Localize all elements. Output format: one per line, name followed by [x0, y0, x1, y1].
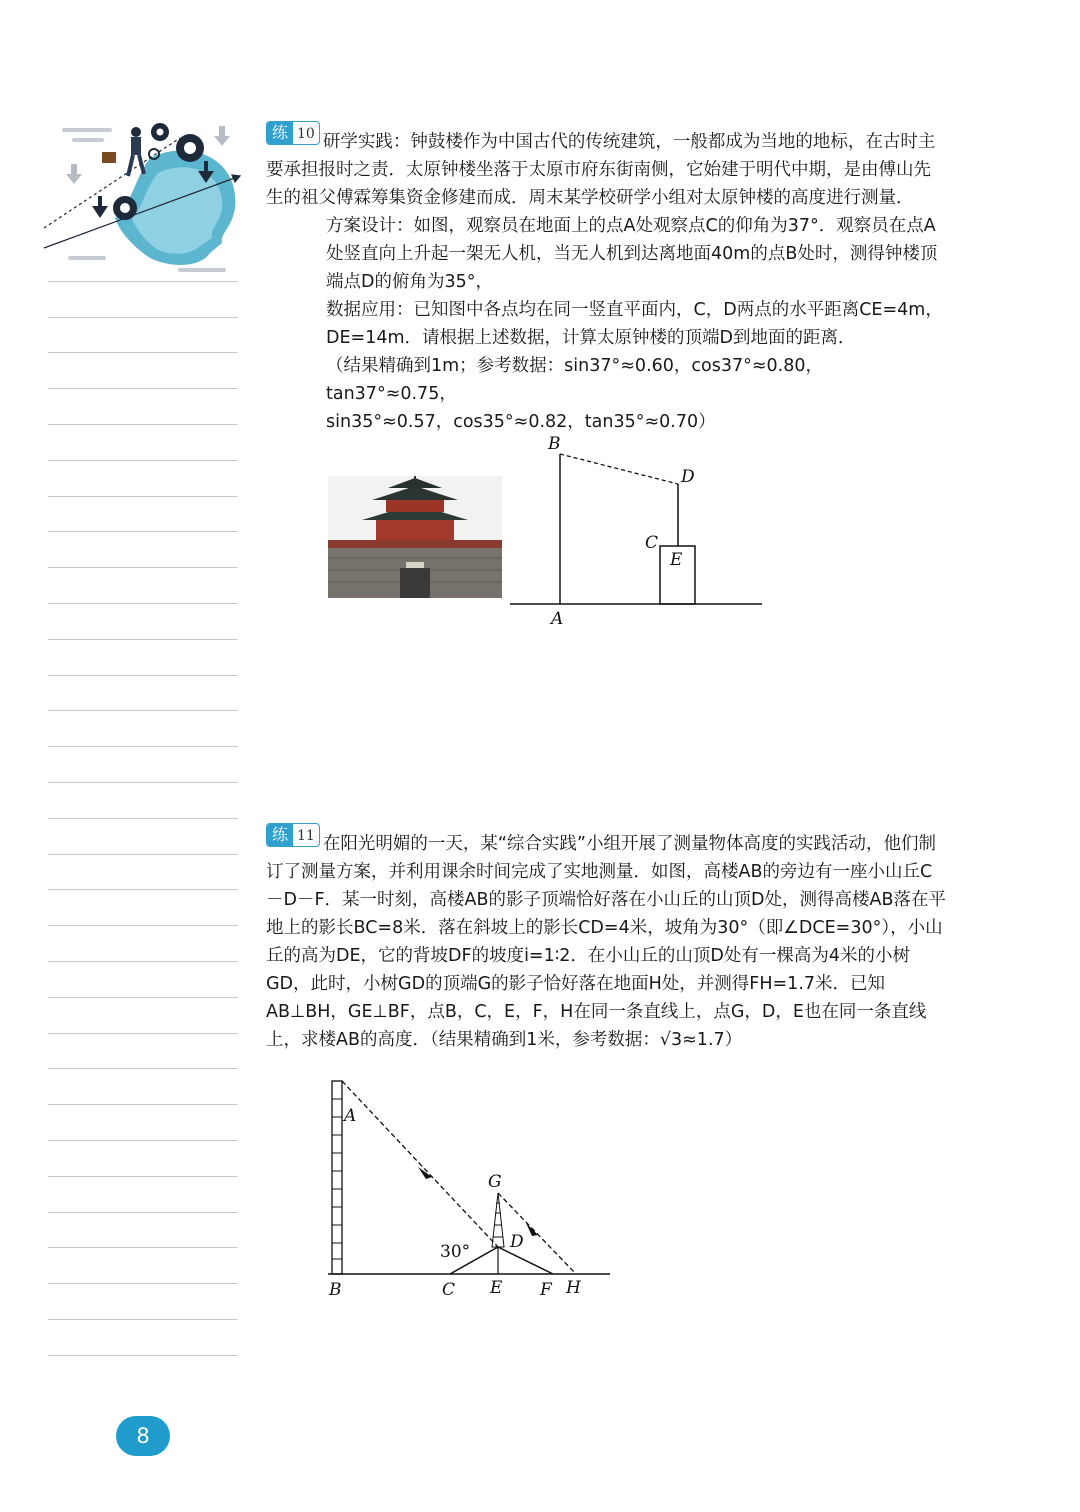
problem-10-application: 数据应用：已知图中各点均在同一竖直平面内，C，D两点的水平距离CE=4m，DE=14m．请根据上述数据，计算太原钟楼的顶端D到地面的距离． — [326, 300, 943, 348]
label-e: E — [670, 550, 683, 570]
label-b: B — [548, 434, 561, 454]
problem-11 — [266, 823, 946, 1054]
label-b: B — [329, 1280, 342, 1300]
note-line — [48, 640, 238, 676]
problem-10-intro-text: 研学实践：钟鼓楼作为中国古代的传统建筑，一般都成为当地的地标，在古时主要承担报时之责．太原钟楼坐落于太原市府东街南侧，它始建于明代中期，是由傅山先生的祖父傅霖筹集资金修建而成．周末某学校研学小组对太原钟楼的高度进行测量． — [266, 132, 936, 208]
problem-11-text-block — [266, 823, 946, 1054]
note-line — [48, 461, 238, 497]
note-line — [48, 926, 238, 962]
exercise-tag — [266, 121, 320, 145]
note-line — [48, 747, 238, 783]
note-line — [48, 1069, 238, 1105]
problem-10-design: 方案设计：如图，观察员在地面上的点A处观察点C的仰角为37°．观察员在点A处竖直向上升起一架无人机，当无人机到达离地面40m的点B处时，测得钟楼顶端点D的俯角为35°， — [326, 216, 938, 292]
problem-10-reference-1: （结果精确到1m；参考数据：sin37°≈0.60，cos37°≈0.80，tan37°≈0.75， — [326, 356, 823, 404]
label-a: A — [551, 609, 564, 629]
note-line — [48, 962, 238, 998]
exercise-number: 11 — [297, 828, 315, 844]
note-line — [48, 353, 238, 389]
note-line — [48, 711, 238, 747]
note-line — [48, 783, 238, 819]
label-h: H — [566, 1278, 581, 1298]
note-line — [48, 568, 238, 604]
label-g: G — [488, 1172, 502, 1192]
arrow-ray-gh — [526, 1223, 538, 1236]
label-f: F — [540, 1280, 552, 1300]
note-line — [48, 318, 238, 354]
note-line — [48, 425, 238, 461]
label-d: D — [510, 1232, 524, 1252]
note-line — [48, 1177, 238, 1213]
label-angle: 30° — [440, 1242, 471, 1262]
label-d: D — [681, 467, 695, 487]
note-line — [48, 1248, 238, 1284]
page-number-badge: 8 — [116, 1416, 170, 1456]
tree-gd — [492, 1193, 504, 1247]
exercise-tag-char: 练 — [267, 824, 293, 846]
problem-10-diagram — [505, 430, 775, 630]
bell-tower-photo — [328, 476, 502, 598]
exercise-number: 10 — [297, 126, 315, 142]
note-line — [48, 1105, 238, 1141]
note-line — [48, 532, 238, 568]
note-line — [48, 890, 238, 926]
businessman-icon — [102, 127, 144, 176]
label-a: A — [344, 1106, 357, 1126]
note-line — [48, 1141, 238, 1177]
note-line — [48, 497, 238, 533]
note-line — [48, 389, 238, 425]
ray-ad — [342, 1081, 498, 1247]
problem-10-reference-2: sin35°≈0.57，cos35°≈0.82，tan35°≈0.70） — [326, 412, 716, 432]
note-line — [48, 604, 238, 640]
sight-line-bd — [560, 454, 678, 484]
building-ab — [332, 1081, 342, 1274]
problem-11-text: 在阳光明媚的一天，某“综合实践”小组开展了测量物体高度的实践活动，他们制订了测量方案，并利用课余时间完成了实地测量．如图，高楼AB的旁边有一座小山丘C－D－F．某一时刻，高楼AB的影子顶端恰好落在小山丘的山顶D处，测得高楼AB落在平地上的影长BC=8米．落在斜坡上的影长CD=4米，坡角为30°（即∠DCE=30°），小山丘的高为DE，它的背坡DF的坡度i=1∶2．在小山丘的山顶D处有一棵高为4米的小树GD，此时，小树GD的顶端G的影子恰好落在地面H处，并测得FH=1.7米．已知AB⊥BH，GE⊥BF，点B，C，E，F，H在同一条直线上，点G，D，E也在同一条直线上，求楼AB的高度．（结果精确到1米，参考数据：√3≈1.7） — [266, 834, 946, 1050]
note-lines — [48, 246, 238, 1356]
label-c: C — [442, 1280, 456, 1300]
note-line — [48, 855, 238, 891]
note-line — [48, 246, 238, 282]
exercise-tag-char: 练 — [267, 122, 293, 144]
problem-10-intro — [266, 121, 946, 212]
note-line — [48, 819, 238, 855]
note-line — [48, 282, 238, 318]
problem-10 — [266, 121, 946, 436]
problem-11-diagram — [320, 1075, 620, 1305]
label-e: E — [490, 1278, 503, 1298]
note-line — [48, 1284, 238, 1320]
exercise-tag — [266, 823, 320, 847]
note-line — [48, 998, 238, 1034]
note-line — [48, 1320, 238, 1356]
note-line — [48, 1034, 238, 1070]
note-line — [48, 1213, 238, 1249]
note-line — [48, 676, 238, 712]
label-c: C — [645, 533, 659, 553]
